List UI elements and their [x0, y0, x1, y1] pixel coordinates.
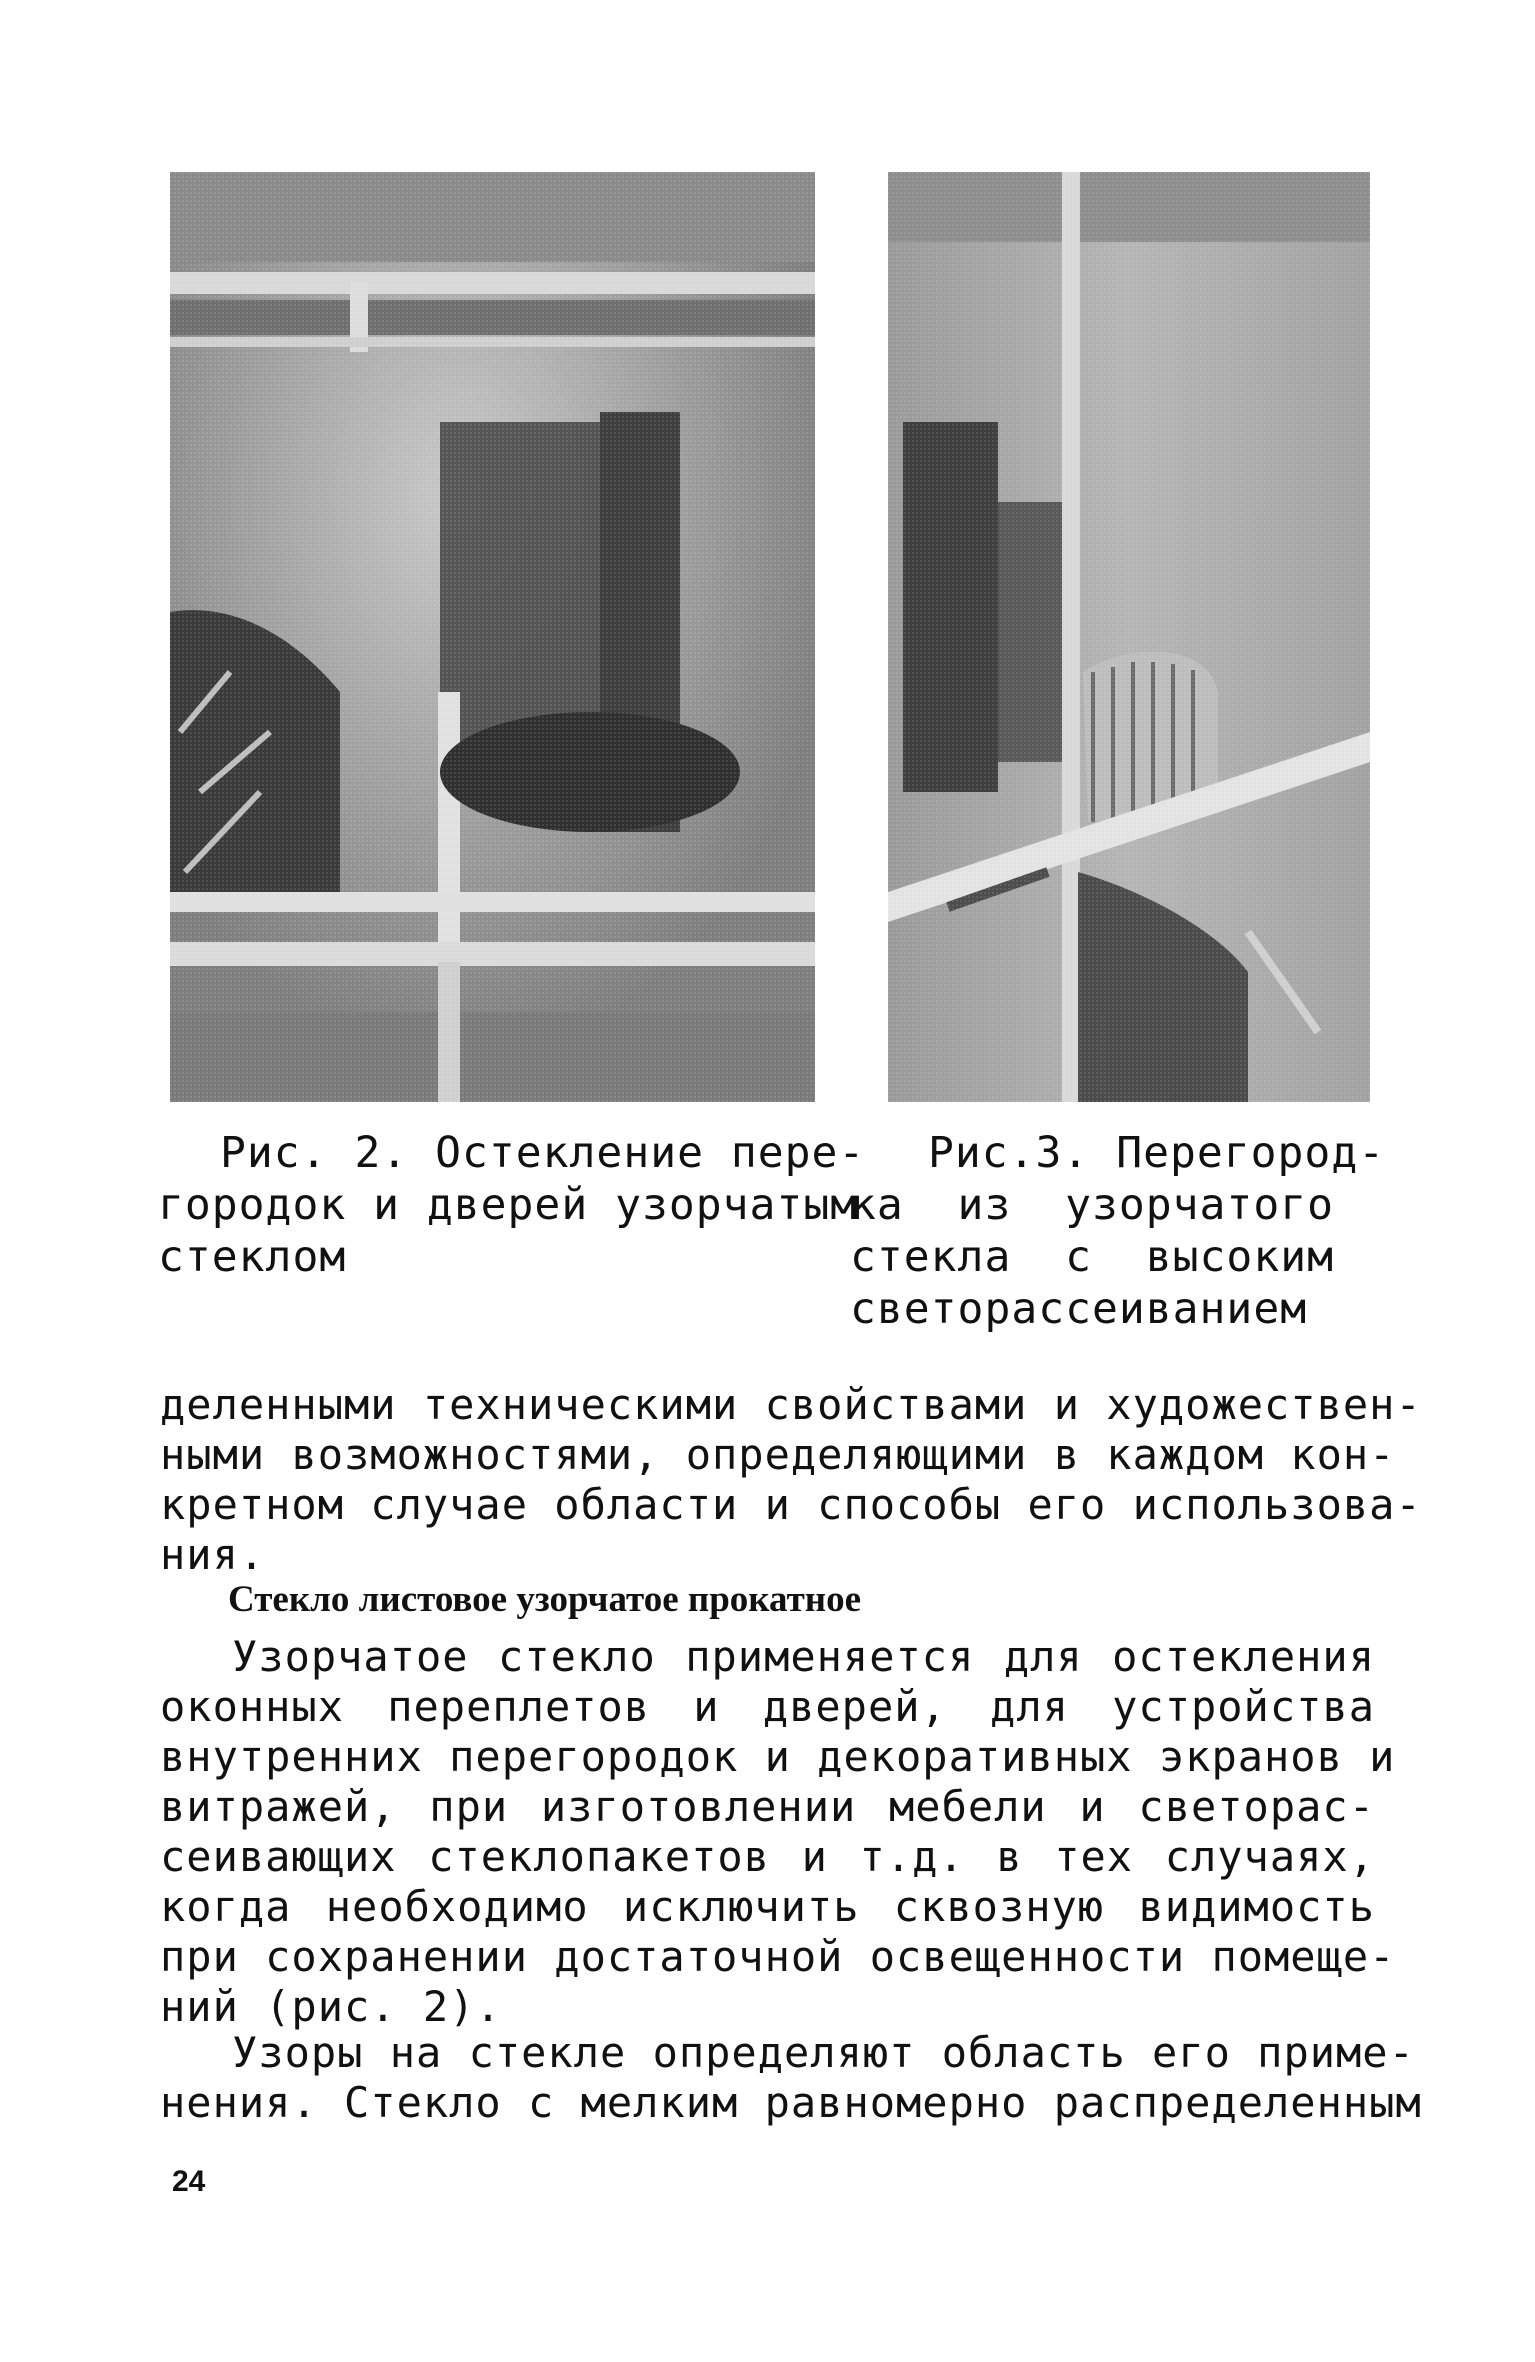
text-line: кретном случае области и способы его использова- — [160, 1480, 1422, 1529]
figure-3-caption-line: светорассеиванием — [850, 1284, 1308, 1334]
section-heading: Стекло листовое узорчатое прокатное — [228, 1579, 862, 1620]
paragraph-2 — [160, 2028, 1422, 2128]
text-line: внутренних перегородок и декоративных экранов и — [160, 1732, 1396, 1781]
text-line: деленными техническими свойствами и художествен- — [160, 1380, 1422, 1429]
figure-3-caption-line: стекла с высоким — [850, 1232, 1334, 1282]
figure-3-photo — [888, 172, 1370, 1102]
figure-2-photo — [170, 172, 815, 1102]
figure-2-caption-line: городок и дверей узорчатым — [158, 1180, 858, 1230]
paragraph-continuation — [160, 1380, 1422, 1580]
text-line: ний (рис. 2). — [160, 1982, 502, 2031]
figure-3-caption — [850, 1127, 1386, 1335]
figure-3-caption-line: ка из узорчатого — [850, 1180, 1334, 1230]
figure-2-caption — [158, 1127, 866, 1283]
text-line: оконных переплетов и дверей, для устройства — [160, 1682, 1375, 1731]
text-line: ными возможностями, определяющими в каждом кон- — [160, 1430, 1396, 1479]
figure-2-caption-line: стеклом — [158, 1232, 347, 1282]
text-line: Узоры на стекле определяют область его приме- — [232, 2028, 1415, 2077]
text-line: при сохранении достаточной освещенности помеще- — [160, 1932, 1396, 1981]
text-line: Узорчатое стекло применяется для остекления — [232, 1632, 1375, 1681]
text-line: ния. — [160, 1530, 266, 1579]
text-line: витражей, при изготовлении мебели и светорас- — [160, 1782, 1375, 1831]
figure-3-caption-line: Рис.3. Перегород- — [928, 1128, 1386, 1178]
text-line: нения. Стекло с мелким равномерно распределенным — [160, 2078, 1422, 2127]
text-line: когда необходимо исключить сквозную видимость — [160, 1882, 1375, 1931]
figure-2-caption-line: Рис. 2. Остекление пере- — [220, 1128, 866, 1178]
text-line: сеивающих стеклопакетов и т.д. в тех случаях, — [160, 1832, 1375, 1881]
paragraph-1 — [160, 1632, 1396, 2032]
page-number: 24 — [172, 2165, 206, 2198]
